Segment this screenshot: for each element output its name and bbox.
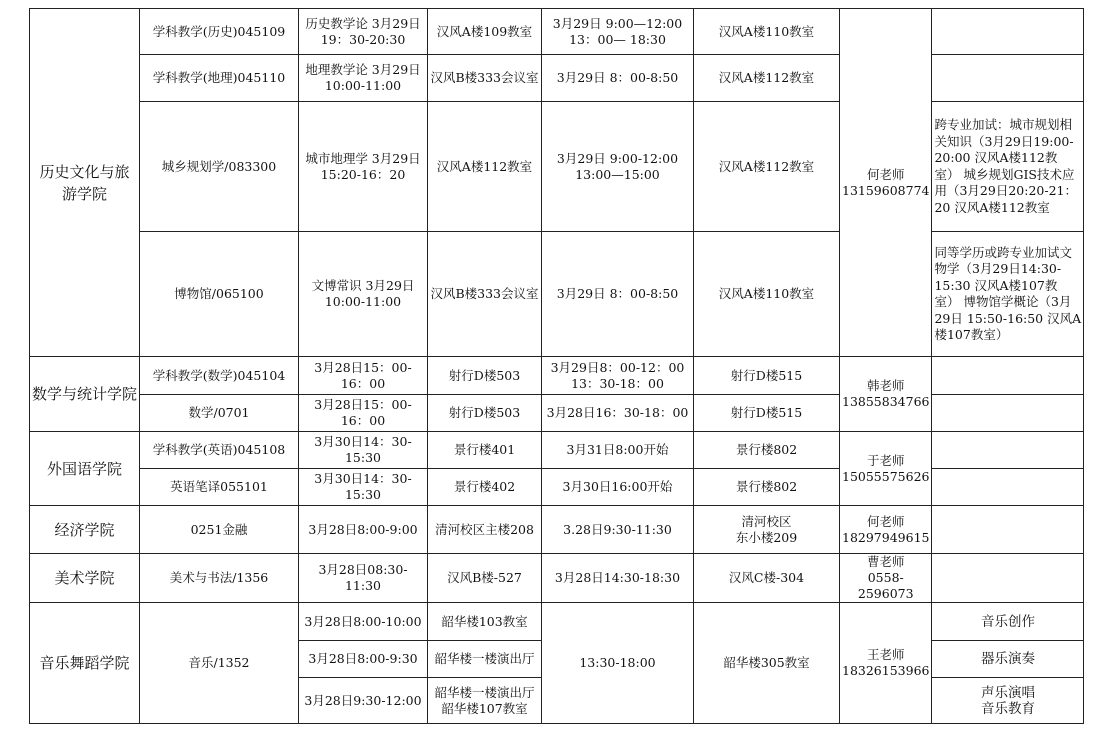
written-exam-time-cell: 3月28日8:00-10:00 [299, 603, 428, 641]
note-cell [932, 554, 1084, 603]
college-cell: 音乐舞蹈学院 [30, 603, 140, 724]
contact-cell: 曹老师 0558-2596073 [840, 554, 932, 603]
exam-schedule-table [29, 8, 1084, 724]
interview-location-cell: 汉风A楼112教室 [694, 55, 840, 102]
written-exam-time-cell: 城市地理学 3月29日 15:20-16：20 [299, 102, 428, 232]
written-exam-location-cell: 射行D楼503 [428, 395, 542, 432]
written-exam-location-cell: 韶华楼103教室 [428, 603, 542, 641]
college-cell: 外国语学院 [30, 432, 140, 506]
interview-time-cell: 3月29日8：00-12：00 13：30-18：00 [542, 357, 694, 395]
major-cell: 博物馆/065100 [140, 232, 299, 357]
note-cell: 跨专业加试：城市规划相关知识（3月29日19:00-20:00 汉风A楼112教室） 城乡规划GIS技术应用（3月29日20:20-21：20 汉风A楼112教室 [932, 102, 1084, 232]
major-cell: 美术与书法/1356 [140, 554, 299, 603]
written-exam-location-cell: 汉风B楼333会议室 [428, 232, 542, 357]
note-cell [932, 9, 1084, 55]
contact-cell: 于老师 15055575626 [840, 432, 932, 506]
interview-time-cell: 13:30-18:00 [542, 603, 694, 724]
contact-cell: 何老师 13159608774 [840, 9, 932, 357]
table-row [30, 357, 1084, 395]
written-exam-time-cell: 3月28日8:00-9:30 [299, 641, 428, 678]
written-exam-time-cell: 地理教学论 3月29日 10:00-11:00 [299, 55, 428, 102]
interview-time-cell: 3月29日 9:00-12:00 13:00—15:00 [542, 102, 694, 232]
written-exam-location-cell: 景行楼402 [428, 469, 542, 506]
interview-time-cell: 3.28日9:30-11:30 [542, 506, 694, 554]
interview-location-cell: 汉风A楼112教室 [694, 102, 840, 232]
written-exam-location-cell: 汉风B楼-527 [428, 554, 542, 603]
note-cell [932, 55, 1084, 102]
major-cell: 音乐/1352 [140, 603, 299, 724]
major-cell: 0251金融 [140, 506, 299, 554]
major-cell: 学科教学(地理)045110 [140, 55, 299, 102]
college-cell: 经济学院 [30, 506, 140, 554]
written-exam-location-cell: 射行D楼503 [428, 357, 542, 395]
interview-location-cell: 射行D楼515 [694, 395, 840, 432]
table-row [30, 603, 1084, 641]
interview-location-cell: 景行楼802 [694, 432, 840, 469]
interview-time-cell: 3月28日14:30-18:30 [542, 554, 694, 603]
interview-time-cell: 3月29日 8：00-8:50 [542, 55, 694, 102]
note-cell [932, 506, 1084, 554]
table-row [30, 432, 1084, 469]
interview-location-cell: 清河校区 东小楼209 [694, 506, 840, 554]
note-cell [932, 357, 1084, 395]
interview-location-cell: 景行楼802 [694, 469, 840, 506]
interview-location-cell: 韶华楼305教室 [694, 603, 840, 724]
written-exam-time-cell: 3月30日14：30-15:30 [299, 432, 428, 469]
written-exam-location-cell: 汉风B楼333会议室 [428, 55, 542, 102]
written-exam-time-cell: 3月28日15：00-16：00 [299, 395, 428, 432]
table-row [30, 506, 1084, 554]
interview-time-cell: 3月29日 9:00—12:00 13：00— 18:30 [542, 9, 694, 55]
written-exam-time-cell: 3月28日15：00-16：00 [299, 357, 428, 395]
interview-time-cell: 3月28日16：30-18：00 [542, 395, 694, 432]
written-exam-location-cell: 清河校区主楼208 [428, 506, 542, 554]
exam-subject-cell: 音乐创作 [932, 603, 1084, 641]
exam-subject-cell: 声乐演唱 音乐教育 [932, 678, 1084, 724]
interview-location-cell: 汉风A楼110教室 [694, 9, 840, 55]
written-exam-location-cell: 汉风A楼112教室 [428, 102, 542, 232]
note-cell [932, 395, 1084, 432]
interview-time-cell: 3月31日8:00开始 [542, 432, 694, 469]
college-cell: 美术学院 [30, 554, 140, 603]
note-cell [932, 469, 1084, 506]
college-cell: 历史文化与旅 游学院 [30, 9, 140, 357]
interview-time-cell: 3月30日16:00开始 [542, 469, 694, 506]
contact-cell: 何老师 18297949615 [840, 506, 932, 554]
major-cell: 学科教学(英语)045108 [140, 432, 299, 469]
written-exam-location-cell: 韶华楼一楼演出厅 韶华楼107教室 [428, 678, 542, 724]
college-cell: 数学与统计学院 [30, 357, 140, 432]
written-exam-time-cell: 历史教学论 3月29日 19：30-20:30 [299, 9, 428, 55]
major-cell: 城乡规划学/083300 [140, 102, 299, 232]
major-cell: 数学/0701 [140, 395, 299, 432]
table-row [30, 9, 1084, 55]
major-cell: 英语笔译055101 [140, 469, 299, 506]
written-exam-time-cell: 3月30日14：30-15:30 [299, 469, 428, 506]
interview-location-cell: 射行D楼515 [694, 357, 840, 395]
major-cell: 学科教学(数学)045104 [140, 357, 299, 395]
interview-location-cell: 汉风A楼110教室 [694, 232, 840, 357]
written-exam-location-cell: 汉风A楼109教室 [428, 9, 542, 55]
written-exam-time-cell: 3月28日8:00-9:00 [299, 506, 428, 554]
interview-location-cell: 汉风C楼-304 [694, 554, 840, 603]
interview-time-cell: 3月29日 8：00-8:50 [542, 232, 694, 357]
exam-subject-cell: 器乐演奏 [932, 641, 1084, 678]
written-exam-time-cell: 文博常识 3月29日 10:00-11:00 [299, 232, 428, 357]
written-exam-time-cell: 3月28日9:30-12:00 [299, 678, 428, 724]
written-exam-location-cell: 韶华楼一楼演出厅 [428, 641, 542, 678]
contact-cell: 王老师 18326153966 [840, 603, 932, 724]
major-cell: 学科教学(历史)045109 [140, 9, 299, 55]
written-exam-location-cell: 景行楼401 [428, 432, 542, 469]
note-cell: 同等学历或跨专业加试文物学（3月29日14:30-15:30 汉风A楼107教室） 博物馆学概论（3月29日 15:50-16:50 汉风A楼107教室） [932, 232, 1084, 357]
table-row [30, 554, 1084, 603]
note-cell [932, 432, 1084, 469]
written-exam-time-cell: 3月28日08:30-11:30 [299, 554, 428, 603]
contact-cell: 韩老师 13855834766 [840, 357, 932, 432]
